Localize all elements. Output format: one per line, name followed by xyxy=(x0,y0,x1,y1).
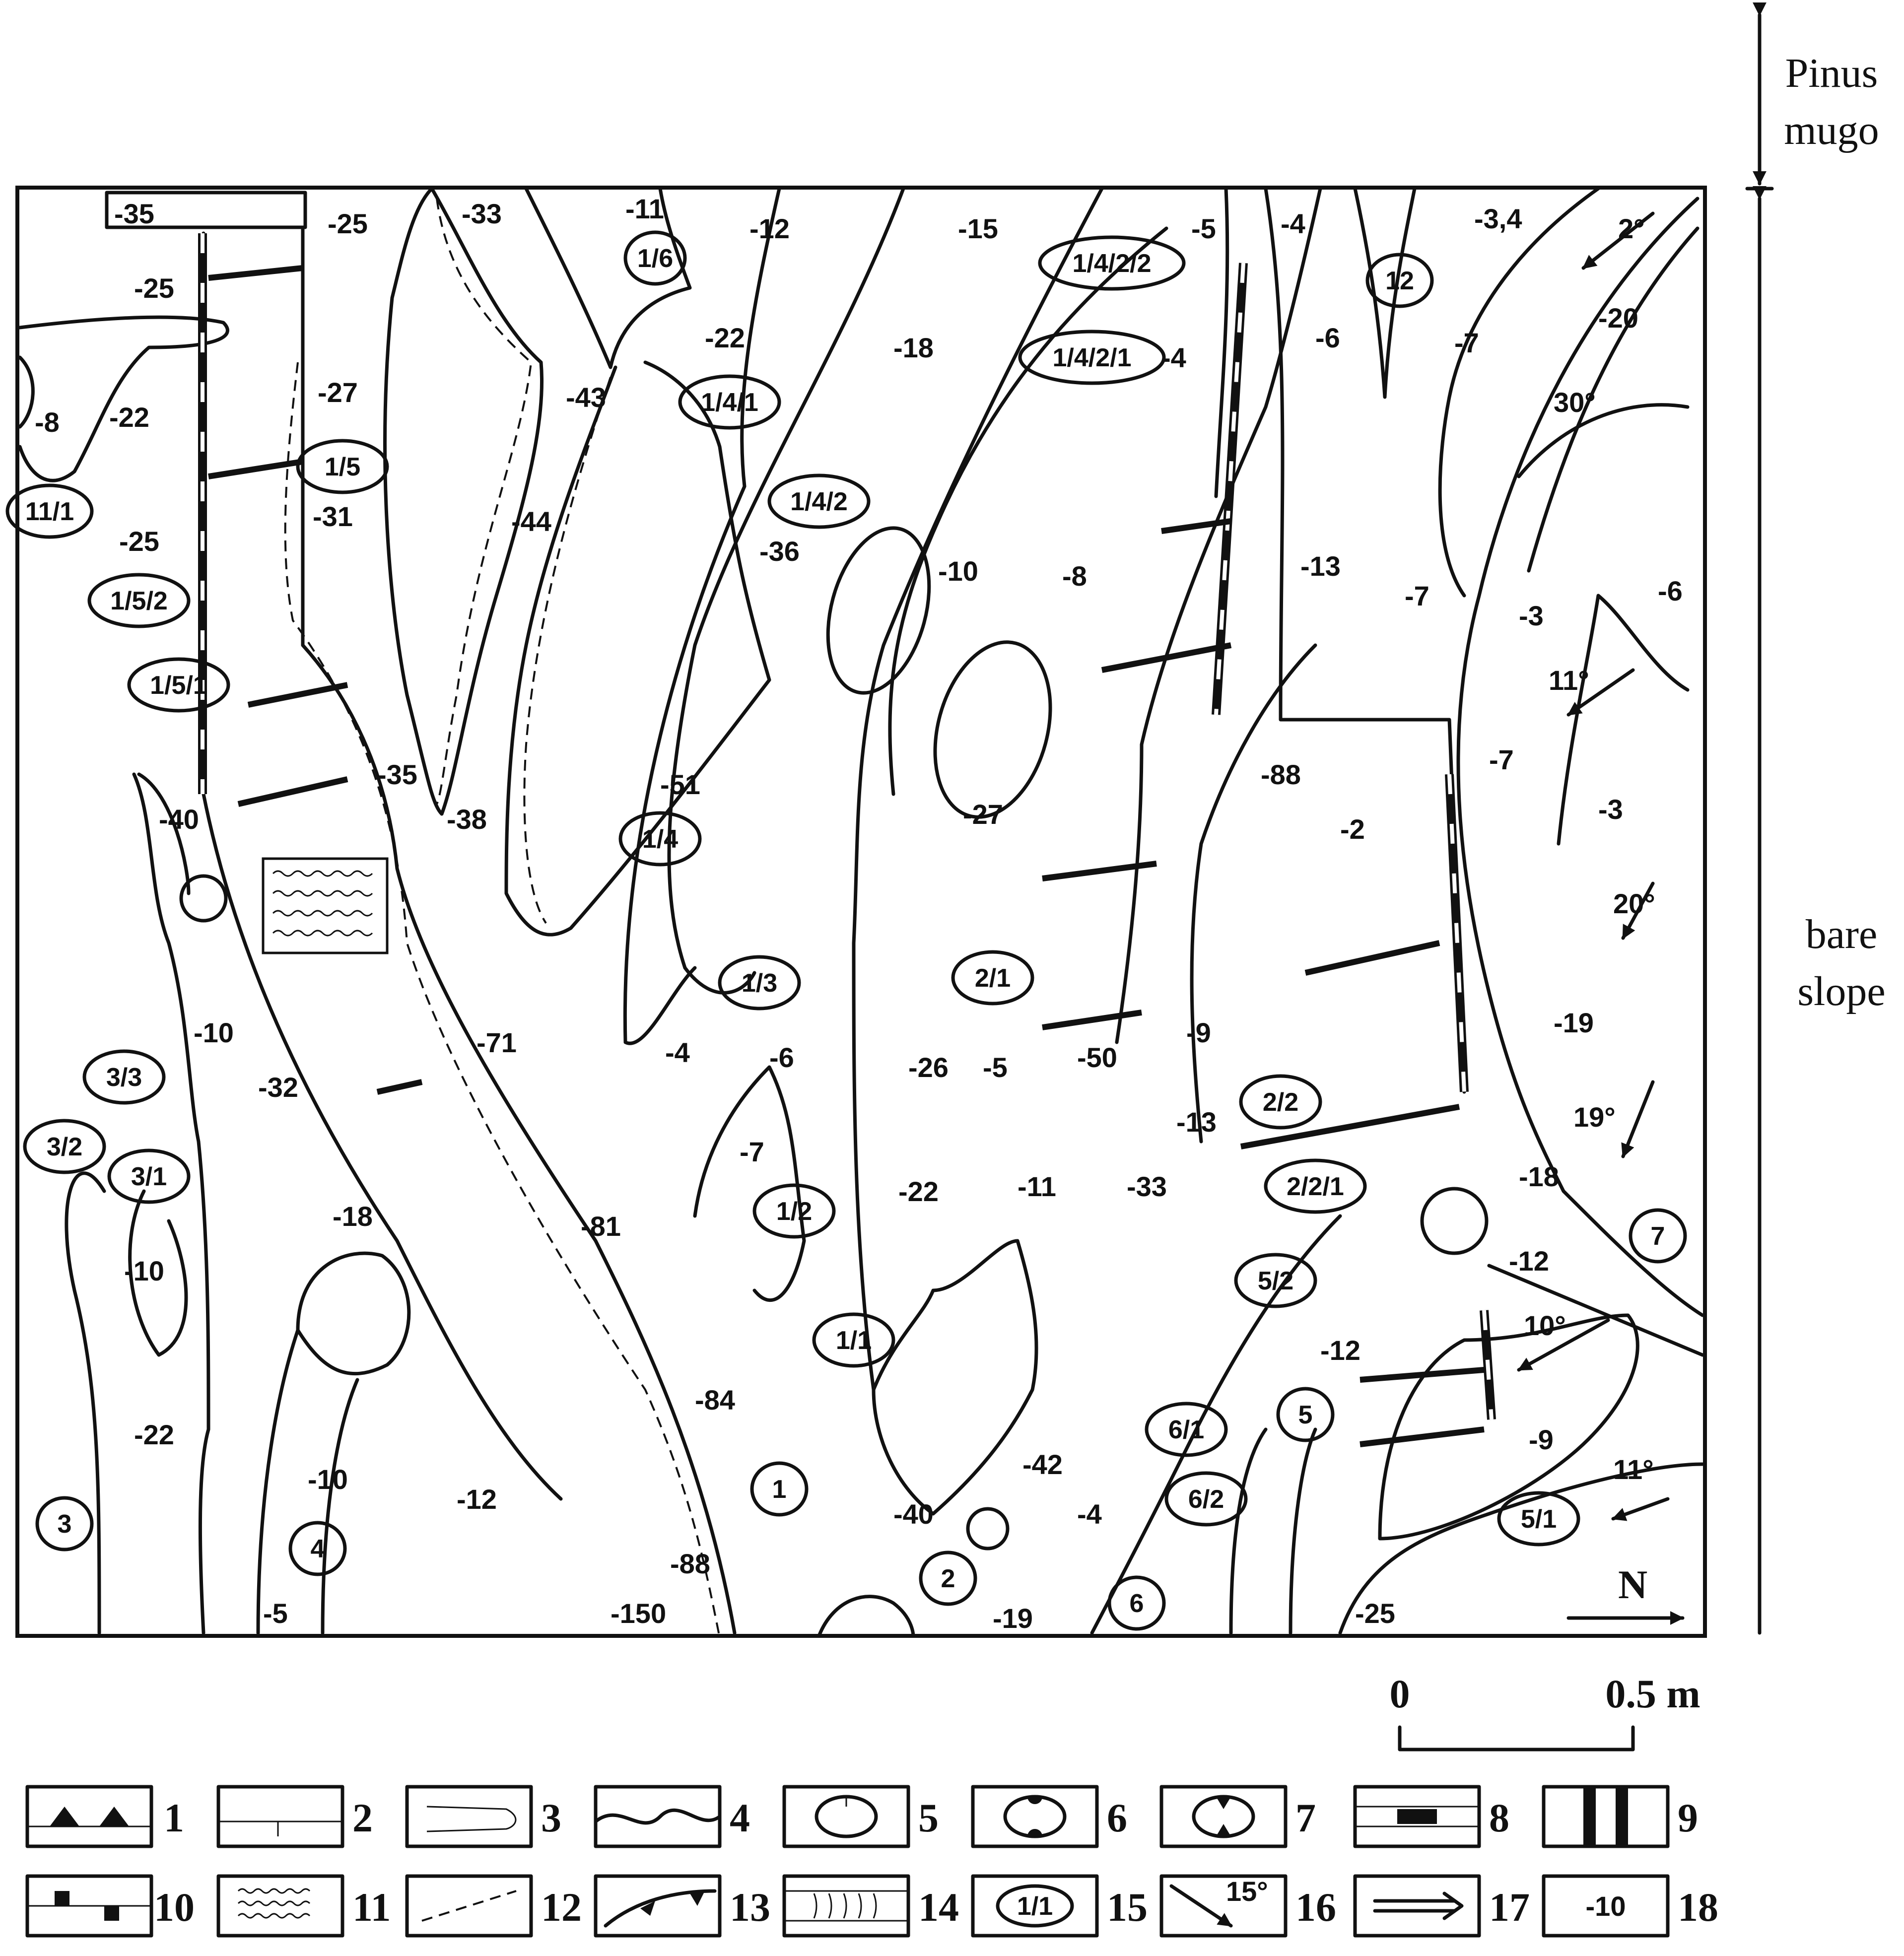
depth-label: -19 xyxy=(1554,1007,1594,1038)
svg-text:1/4/2/1: 1/4/2/1 xyxy=(1052,343,1132,372)
legend-item xyxy=(1544,1787,1698,1846)
depth-label: -25 xyxy=(1355,1598,1395,1629)
depth-label: -12 xyxy=(1320,1335,1360,1366)
angle-labels xyxy=(1519,213,1668,1519)
depth-label: -22 xyxy=(898,1176,939,1207)
svg-text:10: 10 xyxy=(154,1885,195,1930)
depth-label: -25 xyxy=(328,208,368,239)
legend-item xyxy=(1161,1876,1336,1936)
depth-label: -6 xyxy=(769,1042,794,1073)
svg-text:1/5/1: 1/5/1 xyxy=(150,671,207,700)
legend-item xyxy=(407,1876,582,1936)
svg-text:4: 4 xyxy=(310,1535,325,1563)
north-label: N xyxy=(1618,1562,1648,1607)
depth-label: -8 xyxy=(1062,560,1087,592)
depth-label: -3,4 xyxy=(1474,203,1522,234)
depth-label: -12 xyxy=(749,213,790,244)
oval-label xyxy=(1241,1076,1320,1128)
depth-label: -8 xyxy=(35,406,60,438)
legend-item xyxy=(1544,1876,1718,1936)
oval-label xyxy=(1166,1473,1246,1525)
svg-text:2/2/1: 2/2/1 xyxy=(1287,1172,1344,1201)
oval-label xyxy=(720,957,799,1009)
depth-labels xyxy=(35,193,1683,1634)
oval-label xyxy=(921,1552,975,1604)
legend-item xyxy=(784,1876,959,1936)
svg-text:14: 14 xyxy=(918,1885,959,1930)
angle-label: 11° xyxy=(1549,665,1589,696)
svg-text:2/2: 2/2 xyxy=(1262,1088,1299,1117)
depth-label: -26 xyxy=(908,1052,949,1083)
svg-text:1/6: 1/6 xyxy=(637,244,674,273)
svg-text:17: 17 xyxy=(1489,1885,1530,1930)
depth-label: -51 xyxy=(660,769,700,800)
depth-label: -7 xyxy=(740,1136,764,1167)
depth-label: -4 xyxy=(1281,208,1305,239)
angle-label: 11° xyxy=(1613,1454,1654,1485)
depth-label: -4 xyxy=(665,1037,690,1068)
svg-text:6: 6 xyxy=(1129,1589,1144,1618)
oval-label xyxy=(953,952,1032,1004)
depth-label: -31 xyxy=(313,501,353,532)
depth-label: -11 xyxy=(625,193,664,224)
legend-item xyxy=(27,1876,195,1936)
depth-label: -27 xyxy=(318,377,358,408)
angle-label: 19° xyxy=(1573,1101,1616,1133)
legend-item xyxy=(407,1787,561,1846)
side-arrows xyxy=(1747,15,1772,1633)
depth-label: -13 xyxy=(1300,550,1341,582)
legend-item xyxy=(218,1876,391,1936)
angle-label: 10° xyxy=(1524,1310,1566,1341)
pit-symbol xyxy=(181,876,226,921)
depth-label: -4 xyxy=(1161,342,1186,373)
oval-label xyxy=(1020,332,1164,383)
depth-label: -18 xyxy=(893,332,934,363)
oval-label xyxy=(754,1185,834,1237)
hatched-block xyxy=(263,859,387,953)
angle-label: 30° xyxy=(1554,387,1596,418)
oval-label xyxy=(1278,1389,1333,1440)
svg-text:1/5: 1/5 xyxy=(324,453,361,481)
depth-label: -35 xyxy=(377,759,417,790)
depth-label: -150 xyxy=(611,1598,667,1629)
depth-label: -84 xyxy=(695,1384,735,1416)
legend-item xyxy=(596,1787,750,1846)
oval-label xyxy=(25,1121,104,1172)
oval-label xyxy=(1236,1255,1315,1306)
svg-text:3: 3 xyxy=(57,1510,72,1539)
angle-label: 20° xyxy=(1613,888,1655,919)
svg-text:7: 7 xyxy=(1295,1795,1316,1840)
depth-label: -15 xyxy=(958,213,998,244)
depth-label: -32 xyxy=(258,1072,298,1103)
oval-label xyxy=(625,232,685,284)
svg-text:15°: 15° xyxy=(1226,1876,1268,1907)
oval-label xyxy=(1631,1210,1685,1262)
depth-label: -22 xyxy=(134,1419,174,1450)
legend-item xyxy=(1355,1787,1509,1846)
depth-label: -6 xyxy=(1315,322,1340,353)
depth-label: -3 xyxy=(1519,600,1544,631)
depth-label: -11 xyxy=(1018,1171,1056,1202)
depth-label: -35 xyxy=(114,198,154,229)
depth-label: -36 xyxy=(759,536,800,567)
depth-label: -9 xyxy=(1186,1017,1211,1048)
depth-label: -10 xyxy=(124,1255,164,1286)
depth-label: -42 xyxy=(1022,1449,1063,1480)
svg-text:3/2: 3/2 xyxy=(46,1133,83,1161)
mugo-label: mugo xyxy=(1784,107,1879,153)
svg-text:3: 3 xyxy=(541,1795,561,1840)
oval-labels xyxy=(7,232,1685,1629)
svg-text:15: 15 xyxy=(1107,1885,1148,1930)
oval-label xyxy=(89,575,189,626)
svg-text:12: 12 xyxy=(541,1885,582,1930)
depth-label: -25 xyxy=(134,272,174,304)
oval-label xyxy=(1266,1160,1365,1212)
oval-label xyxy=(84,1051,164,1103)
depth-label: -88 xyxy=(670,1548,710,1579)
depth-label: -88 xyxy=(1261,759,1301,790)
depth-label: -12 xyxy=(1509,1245,1549,1277)
depth-label: -9 xyxy=(1529,1424,1554,1455)
oval-label xyxy=(37,1498,92,1550)
depth-label: -40 xyxy=(893,1498,934,1530)
depth-label: -3 xyxy=(1598,794,1623,825)
svg-text:1/2: 1/2 xyxy=(776,1197,813,1226)
depth-label: -7 xyxy=(1489,744,1514,775)
depth-label: -6 xyxy=(1658,575,1683,607)
scale-zero: 0 xyxy=(1389,1671,1410,1716)
svg-text:8: 8 xyxy=(1489,1795,1509,1840)
pinus-label: Pinus xyxy=(1785,50,1878,96)
svg-text:-10: -10 xyxy=(1585,1890,1626,1922)
depth-label: -40 xyxy=(159,804,199,835)
svg-text:1: 1 xyxy=(772,1475,787,1504)
oval-label xyxy=(752,1463,807,1515)
oval-label xyxy=(109,1150,189,1202)
svg-text:1/1: 1/1 xyxy=(835,1326,872,1355)
depth-label: -81 xyxy=(581,1211,621,1242)
svg-text:12: 12 xyxy=(1385,267,1414,295)
svg-text:5/1: 5/1 xyxy=(1520,1505,1557,1534)
svg-text:5: 5 xyxy=(918,1795,939,1840)
oval-label xyxy=(298,441,387,492)
svg-text:16: 16 xyxy=(1295,1885,1336,1930)
depth-label: -18 xyxy=(1519,1161,1559,1192)
depth-label: -19 xyxy=(993,1603,1033,1634)
svg-text:18: 18 xyxy=(1678,1885,1718,1930)
depth-label: -20 xyxy=(1598,302,1638,334)
svg-text:2: 2 xyxy=(941,1564,955,1593)
legend-item xyxy=(1355,1876,1530,1936)
svg-text:1/4/1: 1/4/1 xyxy=(701,388,758,417)
depth-label: -33 xyxy=(1127,1171,1167,1202)
depth-label: -4 xyxy=(1077,1498,1102,1530)
svg-text:5/2: 5/2 xyxy=(1257,1267,1294,1295)
scale-bar xyxy=(1390,1671,1700,1750)
depth-label: -22 xyxy=(109,402,149,433)
depth-label: -18 xyxy=(333,1201,373,1232)
legend-item xyxy=(973,1787,1127,1846)
depth-label: -50 xyxy=(1077,1042,1117,1073)
depth-label: -10 xyxy=(938,555,978,587)
svg-text:1/4: 1/4 xyxy=(642,825,679,854)
depth-label: -10 xyxy=(308,1464,348,1495)
svg-text:13: 13 xyxy=(730,1885,770,1930)
depth-label: -27 xyxy=(963,799,1003,830)
depth-label: -38 xyxy=(447,804,487,835)
depth-label: -44 xyxy=(511,506,551,537)
legend-item xyxy=(596,1876,770,1936)
svg-text:6/2: 6/2 xyxy=(1188,1485,1224,1514)
svg-text:1/5/2: 1/5/2 xyxy=(110,587,168,615)
legend-item xyxy=(1161,1787,1316,1846)
svg-text:5: 5 xyxy=(1298,1401,1313,1429)
legend-item xyxy=(218,1787,373,1846)
scale-end: 0.5 m xyxy=(1605,1671,1700,1716)
depth-label: -13 xyxy=(1176,1106,1217,1138)
legend-item xyxy=(27,1787,184,1846)
svg-text:6/1: 6/1 xyxy=(1168,1416,1205,1444)
svg-text:6: 6 xyxy=(1107,1795,1127,1840)
oval-label xyxy=(769,475,869,527)
depth-label: -7 xyxy=(1405,580,1429,611)
depth-label: -71 xyxy=(476,1027,517,1058)
svg-text:2/1: 2/1 xyxy=(974,964,1011,993)
depth-label: -5 xyxy=(263,1598,288,1629)
map-linework xyxy=(20,189,1702,1638)
depth-label: -10 xyxy=(194,1017,234,1048)
depth-label: -43 xyxy=(566,382,606,413)
oval-label xyxy=(290,1523,345,1574)
legend-item xyxy=(784,1787,939,1846)
svg-text:1/4/2: 1/4/2 xyxy=(790,487,848,516)
depth-label: -12 xyxy=(457,1484,497,1515)
svg-text:1/1: 1/1 xyxy=(1017,1892,1053,1921)
svg-text:1: 1 xyxy=(164,1795,184,1840)
oval-label xyxy=(680,376,779,428)
legend xyxy=(27,1787,1718,1936)
angle-label: 2° xyxy=(1618,213,1645,244)
bare-label: bare xyxy=(1805,911,1878,957)
svg-text:4: 4 xyxy=(730,1795,750,1840)
depth-label: -33 xyxy=(462,198,502,229)
svg-text:7: 7 xyxy=(1650,1222,1665,1251)
depth-label: -2 xyxy=(1340,813,1365,845)
svg-text:1/3: 1/3 xyxy=(741,969,778,998)
depth-label: -7 xyxy=(1454,327,1479,358)
svg-text:1/4/2/2: 1/4/2/2 xyxy=(1072,249,1152,278)
svg-text:9: 9 xyxy=(1678,1795,1698,1840)
depth-label: -5 xyxy=(1191,213,1216,244)
svg-text:11/1: 11/1 xyxy=(25,497,74,526)
svg-text:2: 2 xyxy=(352,1795,373,1840)
oval-label xyxy=(1109,1577,1164,1629)
depth-label: -5 xyxy=(983,1052,1008,1083)
svg-text:11: 11 xyxy=(352,1885,391,1930)
svg-text:3/3: 3/3 xyxy=(106,1063,142,1092)
oval-label xyxy=(7,485,92,537)
depth-label: -22 xyxy=(705,322,745,353)
depth-label: -25 xyxy=(119,526,159,557)
svg-text:3/1: 3/1 xyxy=(131,1162,167,1191)
legend-item xyxy=(973,1876,1148,1936)
slope-label: slope xyxy=(1797,968,1886,1014)
oval-label xyxy=(814,1314,893,1366)
oval-label xyxy=(129,659,228,711)
oval-label xyxy=(1499,1493,1578,1545)
